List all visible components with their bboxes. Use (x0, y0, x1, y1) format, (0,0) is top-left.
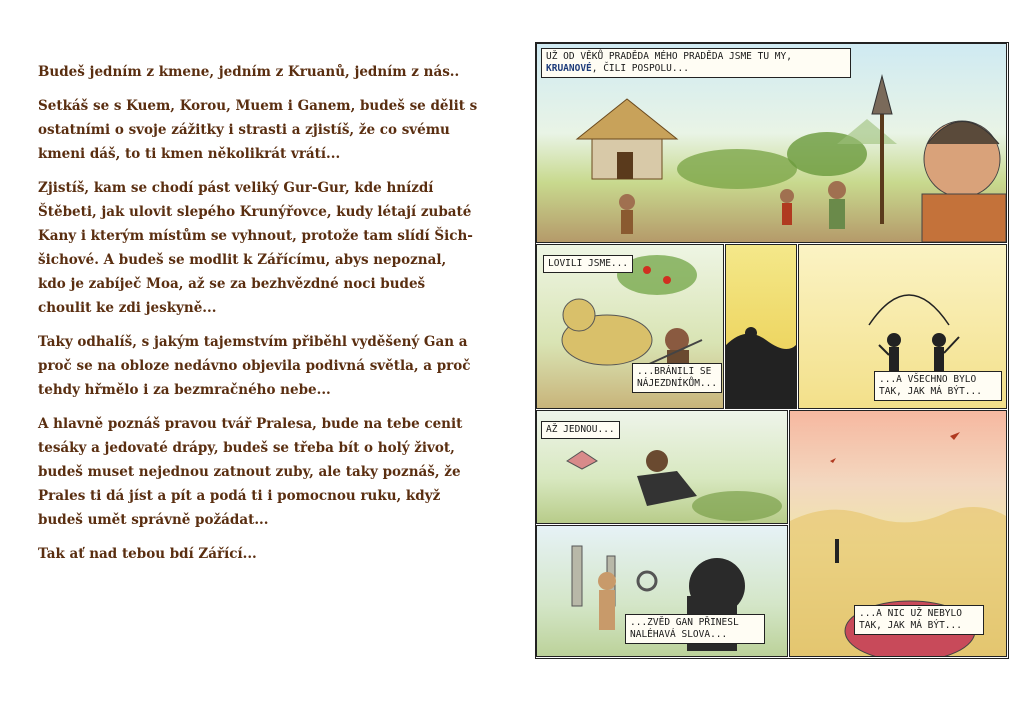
paragraph-5: A hlavně poznáš pravou tvář Pralesa, bude na tebe cenit tesáky a jedovaté drápy, budeš se třeba bít o holý život, budeš muset nejednou zatnout zuby, ale taky poznáš, že Prales ti dá jíst a pít a podá ti i pomocnou ruku, když budeš umět správně požádat... (38, 416, 463, 528)
paragraph-1: Budeš jedním z kmene, jedním z Kruanů, jedním z nás.. (38, 64, 460, 80)
paragraph-2: Setkáš se s Kuem, Korou, Muem i Ganem, budeš se dělit s ostatními o svoje zážitky i strasti a zjistíš, že co svému kmeni dáš, to ti kmen několikrát vrátí... (38, 98, 478, 162)
comic-panel-ending (789, 410, 1007, 657)
comic-panel-hunting (536, 244, 724, 409)
caption-highlight: KRUANOVÉ (546, 63, 592, 74)
paragraph-6: Tak ať nad tebou bdí Zářící... (38, 546, 257, 562)
comic-panel-worship (725, 244, 797, 409)
comic-panel-scout (536, 525, 788, 657)
paragraph-3: Zjistíš, kam se chodí pást veliký Gur-Gur, kde hnízdí Štěbeti, jak ulovit slepého Krunýřovce, kudy létají zubaté Kany i kterým místům se vyhnout, protože tam slídí Šich-šichové. A budeš se modlit k Zářícímu, abys nepoznal, kdo je zabíječ Moa, až se za bezhvězdné noci budeš choulit ke zdi jeskyně... (38, 180, 473, 316)
caption-hunting: LOVILI JSME... (543, 255, 633, 273)
caption-village (541, 48, 851, 78)
caption-until-once: AŽ JEDNOU... (541, 421, 620, 439)
comic-panel-village (536, 43, 1007, 243)
intro-text (38, 60, 478, 576)
comic-panel-peace (798, 244, 1007, 409)
caption-defending: ...BRÁNILI SE NÁJEZDNÍKŮM... (632, 363, 722, 393)
caption-text-end: , ČILI POSPOLU... (591, 63, 689, 74)
comic-panel-until-once (536, 410, 788, 524)
caption-scout: ...ZVĚD GAN PŘINESL NALÉHAVÁ SLOVA... (625, 614, 765, 644)
caption-peace: ...A VŠECHNO BYLO TAK, JAK MÁ BÝT... (874, 371, 1002, 401)
paragraph-4: Taky odhalíš, s jakým tajemstvím přiběhl vyděšený Gan a proč se na obloze nedávno objevila podivná světla, a proč tehdy hřmělo i za bezmračného nebe... (38, 334, 471, 398)
comic-page (535, 42, 1009, 659)
caption-text: UŽ OD VĚKŮ PRADĚDA MÉHO PRADĚDA JSME TU MY, (546, 51, 792, 62)
caption-ending: ...A NIC UŽ NEBYLO TAK, JAK MÁ BÝT... (854, 605, 984, 635)
worship-illustration (726, 245, 796, 408)
